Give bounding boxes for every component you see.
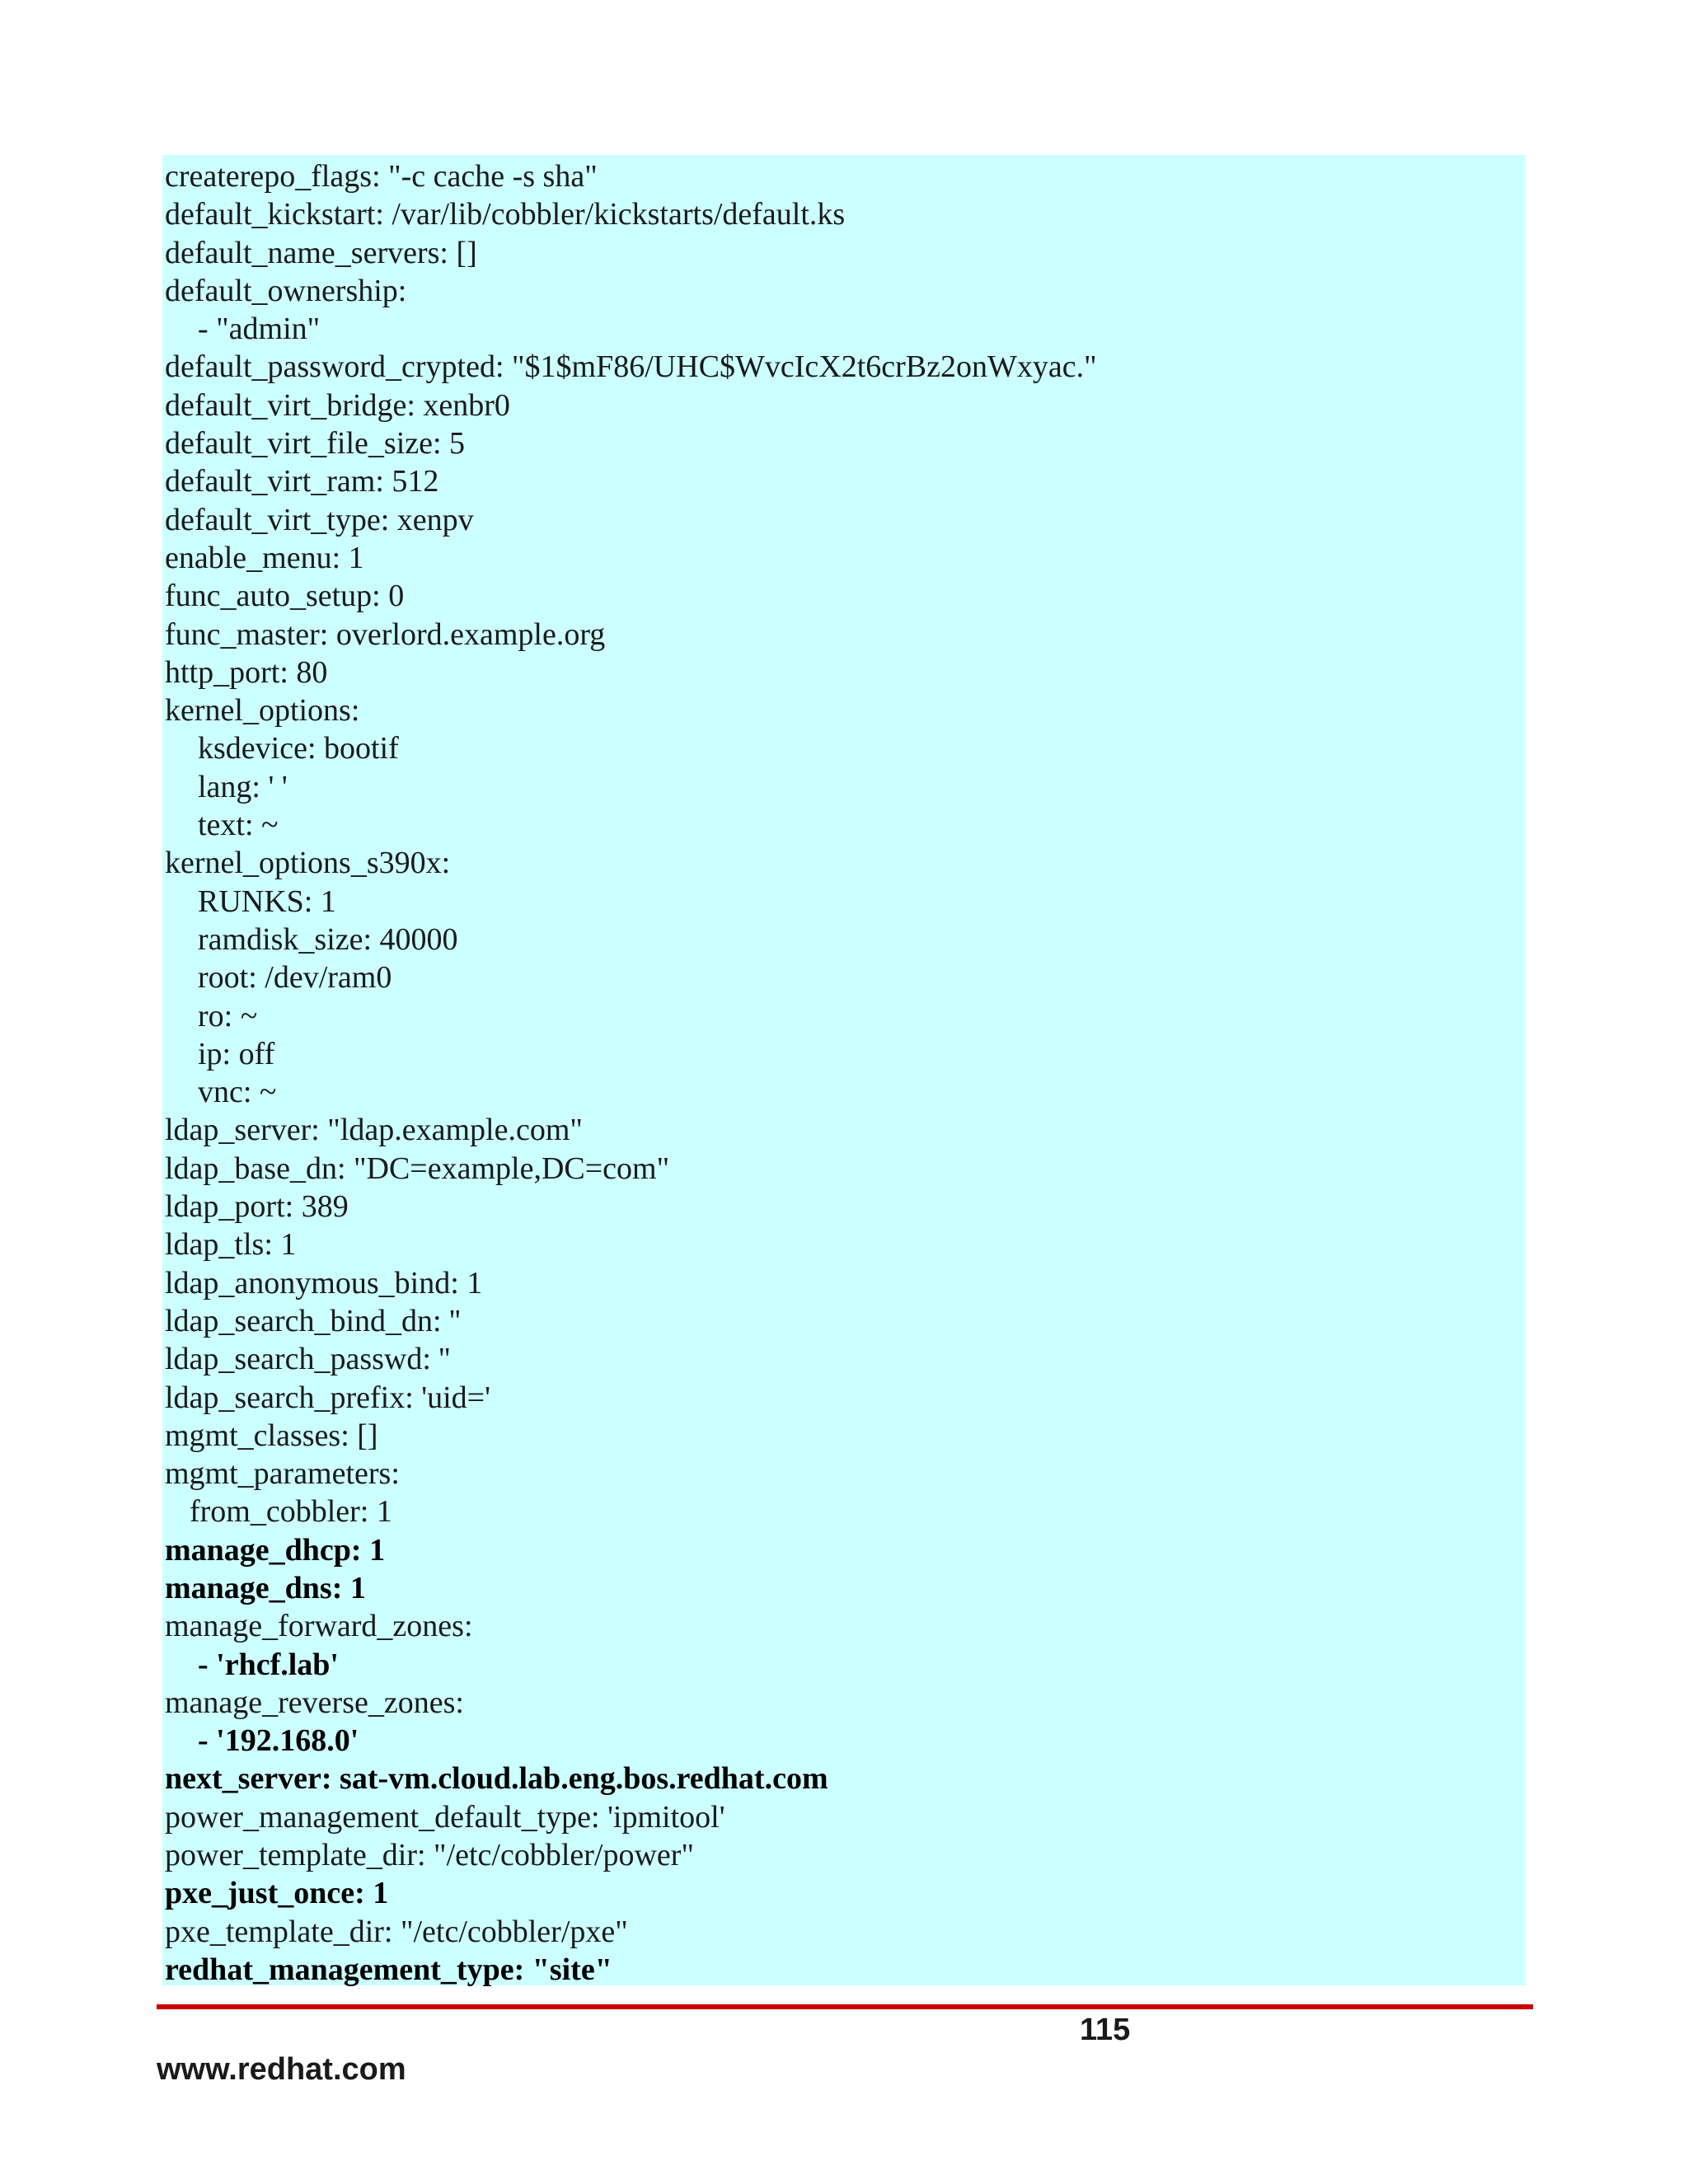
code-line: vnc: ~ <box>198 1075 277 1110</box>
code-line: power_management_default_type: 'ipmitool' <box>165 1799 725 1835</box>
code-line: default_virt_ram: 512 <box>165 464 439 499</box>
code-block <box>162 155 1526 1985</box>
code-line: default_name_servers: [] <box>165 235 477 270</box>
page-number: 115 <box>1080 2013 1131 2047</box>
code-line: kernel_options_s390x: <box>165 846 451 881</box>
code-line: default_kickstart: /var/lib/cobbler/kickstarts/default.ks <box>165 197 846 232</box>
code-line: manage_dns: 1 <box>165 1570 366 1605</box>
code-line: pxe_just_once: 1 <box>165 1876 389 1911</box>
code-line: enable_menu: 1 <box>165 540 364 575</box>
code-line: redhat_management_type: "site" <box>165 1952 612 1987</box>
code-line: ldap_search_bind_dn: '' <box>165 1303 461 1338</box>
code-line: lang: ' ' <box>198 769 288 804</box>
code-line: manage_dhcp: 1 <box>165 1532 386 1568</box>
code-line: default_password_crypted: "$1$mF86/UHC$WvcIcX2t6crBz2onWxyac." <box>165 349 1097 385</box>
code-line: - "admin" <box>198 312 321 347</box>
code-line: ldap_search_prefix: 'uid=' <box>165 1380 490 1415</box>
footer-url: www.redhat.com <box>157 2052 406 2087</box>
code-line: ldap_port: 389 <box>165 1189 349 1225</box>
code-line: default_ownership: <box>165 273 407 308</box>
code-line: manage_reverse_zones: <box>165 1685 464 1720</box>
code-line: ip: off <box>198 1036 275 1071</box>
code-line: next_server: sat-vm.cloud.lab.eng.bos.redhat.com <box>165 1761 828 1797</box>
code-line: default_virt_type: xenpv <box>165 502 474 537</box>
code-line: root: /dev/ram0 <box>198 960 392 996</box>
code-line: default_virt_file_size: 5 <box>165 426 466 462</box>
code-line: text: ~ <box>198 808 279 843</box>
code-line: ldap_search_passwd: '' <box>165 1342 451 1377</box>
code-line: createrepo_flags: "-c cache -s sha" <box>165 159 598 194</box>
code-line: func_auto_setup: 0 <box>165 579 405 614</box>
code-line: ldap_base_dn: "DC=example,DC=com" <box>165 1151 670 1186</box>
code-line: mgmt_classes: [] <box>165 1418 378 1453</box>
code-line: - 'rhcf.lab' <box>198 1647 339 1682</box>
code-line: http_port: 80 <box>165 654 328 690</box>
code-line: ramdisk_size: 40000 <box>198 921 458 957</box>
code-line: func_master: overlord.example.org <box>165 616 606 652</box>
code-line: mgmt_parameters: <box>165 1456 400 1492</box>
code-line: default_virt_bridge: xenbr0 <box>165 387 510 423</box>
code-line: manage_forward_zones: <box>165 1609 473 1644</box>
code-line: ro: ~ <box>198 998 258 1033</box>
code-line: kernel_options: <box>165 693 360 729</box>
code-line: power_template_dir: "/etc/cobbler/power" <box>165 1838 694 1873</box>
code-line: ldap_tls: 1 <box>165 1227 297 1263</box>
code-line: pxe_template_dir: "/etc/cobbler/pxe" <box>165 1914 628 1949</box>
footer-divider <box>157 2004 1533 2009</box>
code-line: ldap_anonymous_bind: 1 <box>165 1265 483 1301</box>
code-line: - '192.168.0' <box>198 1723 359 1759</box>
code-line: ksdevice: bootif <box>198 731 399 766</box>
code-line: from_cobbler: 1 <box>190 1494 392 1530</box>
code-line: ldap_server: "ldap.example.com" <box>165 1113 583 1148</box>
code-line: RUNKS: 1 <box>198 883 336 919</box>
